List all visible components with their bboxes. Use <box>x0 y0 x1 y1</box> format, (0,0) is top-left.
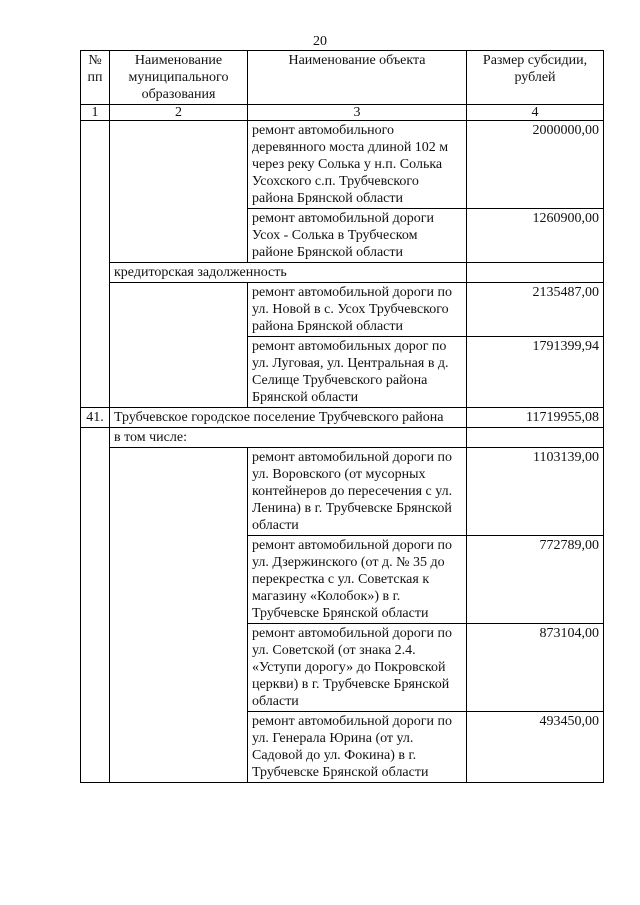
header-amount: Размер субсидии, рублей <box>467 51 604 105</box>
municipality-cell: в том числе: <box>110 428 467 448</box>
table-row <box>81 121 604 209</box>
table-row <box>81 448 604 536</box>
municipality-cell <box>110 283 248 408</box>
municipality-cell: кредиторская задолженность <box>110 263 467 283</box>
amount-cell: 493450,00 <box>467 712 604 783</box>
amount-cell <box>467 428 604 448</box>
column-number: 4 <box>467 105 604 121</box>
object-cell: ремонт автомобильной дороги по ул. Новой в с. Усох Трубчевского района Брянской области <box>248 283 467 337</box>
amount-cell: 1260900,00 <box>467 209 604 263</box>
column-number-row <box>81 105 604 121</box>
header-num: № пп <box>81 51 110 105</box>
table-row <box>81 283 604 337</box>
column-number: 3 <box>248 105 467 121</box>
table-row <box>81 428 604 448</box>
municipality-cell <box>110 448 248 783</box>
object-cell: ремонт автомобильной дороги по ул. Воровского (от мусорных контейнеров до пересечения с ул. Ленина) в г. Трубчевске Брянской области <box>248 448 467 536</box>
subsidy-table <box>80 50 604 783</box>
amount-cell: 11719955,08 <box>467 408 604 428</box>
municipality-cell <box>110 121 248 263</box>
object-cell: ремонт автомобильной дороги по ул. Дзержинского (от д. № 35 до перекрестка с ул. Советская к магазину «Колобок») в г. Трубчевске Брянской области <box>248 536 467 624</box>
object-cell: ремонт автомобильных дорог по ул. Луговая, ул. Центральная в д. Селище Трубчевского района Брянской области <box>248 337 467 408</box>
amount-cell: 772789,00 <box>467 536 604 624</box>
table-row <box>81 408 604 428</box>
page-number: 20 <box>313 34 327 49</box>
amount-cell: 1791399,94 <box>467 337 604 408</box>
amount-cell: 1103139,00 <box>467 448 604 536</box>
num-cell <box>81 121 110 408</box>
object-cell: ремонт автомобильного деревянного моста длиной 102 м через реку Солька у н.п. Солька Усохского с.п. Трубчевского района Брянской области <box>248 121 467 209</box>
amount-cell: 2135487,00 <box>467 283 604 337</box>
header-municipality: Наименование муниципального образования <box>110 51 248 105</box>
object-cell: ремонт автомобильной дороги Усох - Солька в Трубческом районе Брянской области <box>248 209 467 263</box>
table-row <box>81 263 604 283</box>
column-number: 1 <box>81 105 110 121</box>
amount-cell <box>467 263 604 283</box>
table-header-row <box>81 51 604 105</box>
amount-cell: 2000000,00 <box>467 121 604 209</box>
header-object: Наименование объекта <box>248 51 467 105</box>
municipality-cell: Трубчевское городское поселение Трубчевского района <box>110 408 467 428</box>
amount-cell: 873104,00 <box>467 624 604 712</box>
object-cell: ремонт автомобильной дороги по ул. Советской (от знака 2.4. «Уступи дорогу» до Покровской церкви) в г. Трубчевске Брянской области <box>248 624 467 712</box>
num-cell <box>81 428 110 783</box>
object-cell: ремонт автомобильной дороги по ул. Генерала Юрина (от ул. Садовой до ул. Фокина) в г. Трубчевске Брянской области <box>248 712 467 783</box>
num-cell: 41. <box>81 408 110 428</box>
column-number: 2 <box>110 105 248 121</box>
